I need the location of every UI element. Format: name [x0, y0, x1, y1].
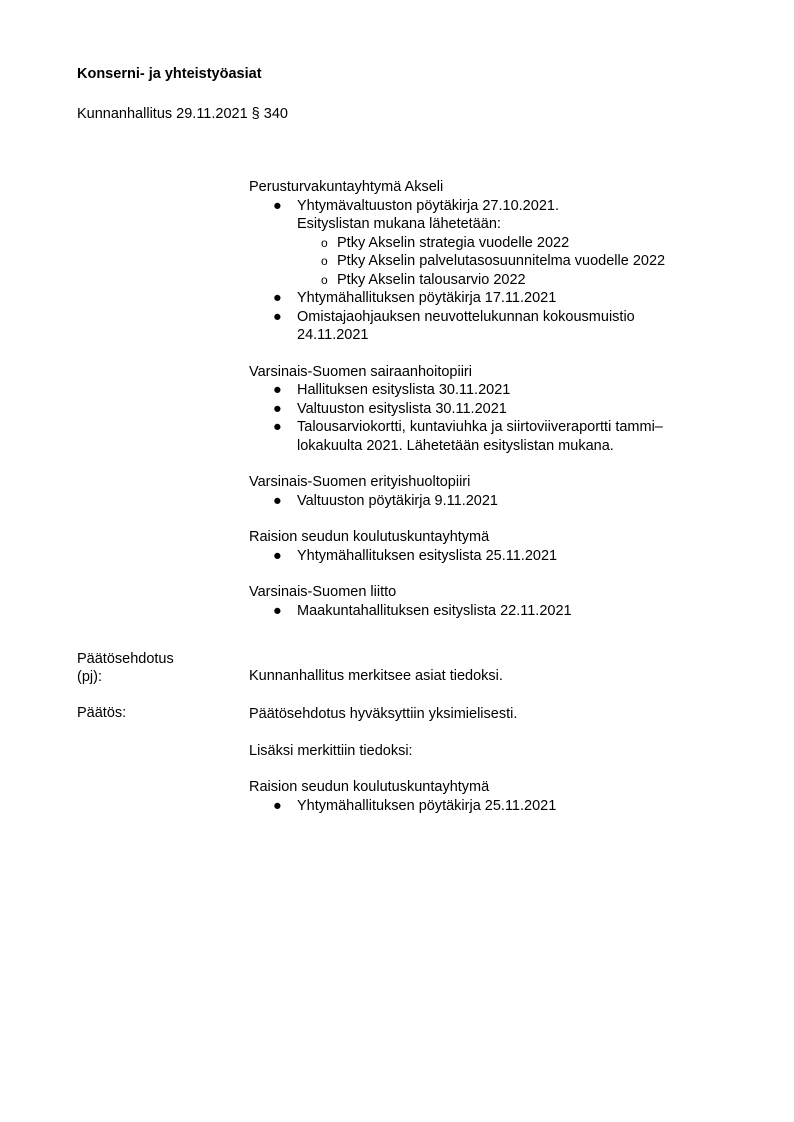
list-item: [273, 197, 719, 290]
item-text: Talousarviokortti, kuntaviuhka ja siirtoviiveraportti tammi–: [297, 419, 663, 435]
decision-label: Päätös:: [77, 705, 127, 721]
org-section: [249, 473, 719, 510]
item-text: Omistajaohjauksen neuvottelukunnan kokousmuistio: [297, 308, 635, 325]
item-text: lokakuulta 2021. Lähetetään esityslistan mukana.: [297, 437, 614, 454]
list-item: [273, 602, 719, 621]
org-section: [249, 363, 719, 456]
item-text: Hallituksen esityslista 30.11.2021: [297, 382, 511, 398]
list-item: [273, 400, 719, 419]
additional-notice: Lisäksi merkittiin tiedoksi:: [249, 742, 413, 759]
circle-bullet-icon: o: [321, 272, 328, 287]
item-text: Yhtymähallituksen pöytäkirja 17.11.2021: [297, 290, 557, 306]
sub-item-text: Ptky Akselin talousarvio 2022: [337, 271, 526, 288]
item-list: [249, 197, 719, 345]
org-name: Varsinais-Suomen erityishuoltopiiri: [249, 474, 471, 490]
list-item: [273, 289, 719, 308]
document-title: Konserni- ja yhteistyöasiat: [77, 66, 262, 82]
decision-org-name: Raision seudun koulutuskuntayhtymä: [249, 779, 490, 795]
item-text: Valtuuston pöytäkirja 9.11.2021: [297, 492, 498, 509]
item-text: Yhtymävaltuuston pöytäkirja 27.10.2021.: [297, 197, 559, 214]
item-text: 24.11.2021: [297, 327, 369, 343]
circle-bullet-icon: o: [321, 254, 328, 268]
bullet-icon: ●: [273, 290, 282, 306]
org-section: [249, 528, 719, 565]
item-list: [249, 381, 719, 455]
bullet-icon: ●: [273, 797, 282, 814]
bullet-icon: ●: [273, 492, 282, 509]
bullet-icon: ●: [273, 602, 282, 619]
sub-list-item: [321, 271, 719, 290]
item-text: Maakuntahallituksen esityslista 22.11.2021: [297, 602, 572, 619]
org-name: Perusturvakuntayhtymä Akseli: [249, 179, 444, 195]
org-name: Raision seudun koulutuskuntayhtymä: [249, 529, 490, 545]
bullet-icon: ●: [273, 382, 282, 398]
list-item: [273, 381, 719, 400]
org-name: Varsinais-Suomen sairaanhoitopiiri: [249, 363, 472, 380]
decision-text: Päätösehdotus hyväksyttiin yksimielisesti.: [249, 706, 518, 722]
bullet-icon: ●: [273, 419, 282, 435]
sub-item-list: [297, 234, 719, 290]
item-text: Yhtymähallituksen pöytäkirja 25.11.2021: [297, 797, 557, 814]
list-item: [273, 797, 719, 816]
proposal-text: Kunnanhallitus merkitsee asiat tiedoksi.: [249, 668, 503, 684]
item-text: Esityslistan mukana lähetetään:: [297, 216, 501, 232]
list-item: [273, 308, 719, 345]
sub-list-item: [321, 234, 719, 253]
bullet-icon: ●: [273, 547, 282, 564]
bullet-icon: ●: [273, 308, 282, 325]
circle-bullet-icon: o: [321, 235, 328, 250]
bullet-icon: ●: [273, 197, 282, 214]
list-item: [273, 492, 719, 511]
sub-list-item: [321, 252, 719, 271]
bullet-icon: ●: [273, 400, 282, 417]
org-section: [249, 178, 719, 345]
decision-item-list: [249, 797, 719, 816]
org-section: [249, 583, 719, 620]
list-item: [273, 418, 719, 455]
item-text: Yhtymähallituksen esityslista 25.11.2021: [297, 547, 558, 564]
notification-sections: [249, 178, 719, 620]
list-item: [273, 547, 719, 566]
decision-block: [249, 705, 719, 815]
proposal-label: [77, 650, 174, 686]
org-name: Varsinais-Suomen liitto: [249, 584, 397, 600]
proposal-label-line1: Päätösehdotus: [77, 651, 174, 667]
item-list: [249, 492, 719, 511]
proposal-label-line2: (pj):: [77, 669, 102, 685]
item-list: [249, 602, 719, 621]
meeting-reference: Kunnanhallitus 29.11.2021 § 340: [77, 106, 288, 122]
item-text: Valtuuston esityslista 30.11.2021: [297, 400, 507, 417]
item-list: [249, 547, 719, 566]
sub-item-text: Ptky Akselin palvelutasosuunnitelma vuodelle 2022: [337, 253, 666, 269]
sub-item-text: Ptky Akselin strategia vuodelle 2022: [337, 234, 570, 251]
